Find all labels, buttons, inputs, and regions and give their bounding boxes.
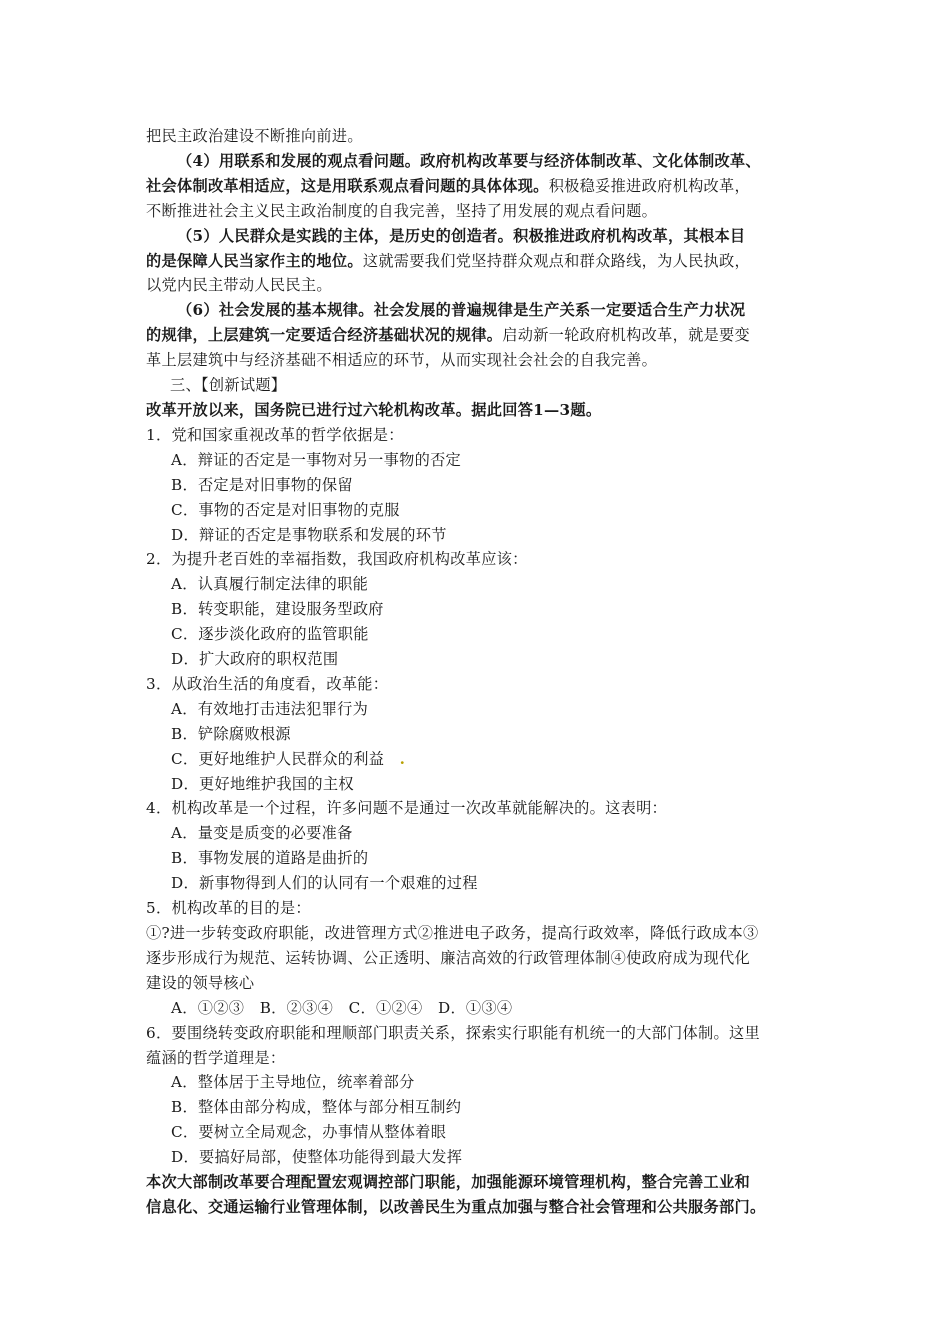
point-6-mixed-line bbox=[146, 323, 816, 348]
question-6-option-d: D．要搞好局部，使整体功能得到最大发挥 bbox=[171, 1148, 463, 1167]
question-stem-2-line-2: 信息化、交通运输行业管理体制，以改善民生为重点加强与整合社会管理和公共服务部门。 bbox=[146, 1197, 766, 1216]
section-title: 三、【创新试题】 bbox=[170, 376, 287, 395]
question-1 bbox=[146, 423, 816, 548]
question-4-option-b: B．事物发展的道路是曲折的 bbox=[171, 849, 369, 868]
point-5-bold-line-1: （5）人民群众是实践的主体，是历史的创造者。积极推进政府机构改革，其根本目 bbox=[177, 226, 746, 245]
question-3-option-d: D．更好地维护我国的主权 bbox=[171, 774, 354, 793]
question-1-option-a: A．辩证的否定是一事物对另一事物的否定 bbox=[171, 450, 462, 469]
intro-line: 把民主政治建设不断推向前进。 bbox=[146, 127, 363, 145]
question-5-body-line-3: 建设的领导核心 bbox=[146, 973, 255, 992]
point-4-bold-line-1: （4）用联系和发展的观点看问题。政府机构改革要与经济体制改革、文化体制改革、 bbox=[177, 151, 761, 170]
question-4-option-a: A．量变是质变的必要准备 bbox=[171, 824, 353, 843]
question-6-text-line-1: 6．要围绕转变政府职能和理顺部门职责关系，探索实行职能有机统一的大部门体制。这里 bbox=[146, 1023, 760, 1042]
question-4-option-d: D．新事物得到人们的认同有一个艰难的过程 bbox=[171, 874, 478, 893]
question-6 bbox=[146, 1021, 816, 1170]
question-4-text: 4．机构改革是一个过程，许多问题不是通过一次改革就能解决的。这表明： bbox=[146, 799, 668, 818]
point-4-normal-tail: 积极稳妥推进政府机构改革， bbox=[548, 176, 751, 195]
point-6-normal-line: 革上层建筑中与经济基础不相适应的环节，从而实现社会社会的自我完善。 bbox=[146, 351, 658, 370]
question-4 bbox=[146, 796, 816, 896]
question-2-option-a: A．认真履行制定法律的职能 bbox=[171, 575, 369, 594]
question-3-option-c: C．更好地维护人民群众的利益 bbox=[171, 749, 385, 768]
point-5-normal-tail: 这就需要我们党坚持群众观点和群众路线，为人民执政， bbox=[362, 251, 751, 270]
question-2-text: 2．为提升老百姓的幸福指数，我国政府机构改革应该： bbox=[146, 550, 528, 569]
point-6 bbox=[146, 298, 816, 373]
point-6-bold-line-1: （6）社会发展的基本规律。社会发展的普遍规律是生产关系一定要适合生产力状况 bbox=[177, 301, 746, 320]
question-5-text: 5．机构改革的目的是： bbox=[146, 899, 311, 918]
document-body bbox=[146, 124, 816, 1220]
question-1-text: 1．党和国家重视改革的哲学依据是： bbox=[146, 425, 404, 444]
question-5 bbox=[146, 896, 816, 1021]
question-2 bbox=[146, 547, 816, 672]
question-2-option-d: D．扩大政府的职权范围 bbox=[171, 650, 339, 669]
question-1-option-b: B．否定是对旧事物的保留 bbox=[171, 475, 353, 494]
point-5-normal-line: 以党内民主带动人民民主。 bbox=[146, 276, 332, 295]
point-4-mixed-line bbox=[146, 174, 816, 199]
question-6-text-line-2: 蕴涵的哲学道理是： bbox=[146, 1048, 286, 1067]
point-5-mixed-line bbox=[146, 249, 816, 274]
question-5-body-line-1: ①?进一步转变政府职能，改进管理方式②推进电子政务，提高行政效率，降低行政成本③ bbox=[146, 924, 759, 942]
point-6-bold-line-2: 的规律，上层建筑一定要适合经济基础状况的规律。 bbox=[146, 326, 503, 345]
point-4 bbox=[146, 149, 816, 224]
question-2-option-b: B．转变职能，建设服务型政府 bbox=[171, 600, 384, 619]
question-3-option-c-line bbox=[146, 747, 816, 772]
question-1-option-d: D．辩证的否定是事物联系和发展的环节 bbox=[171, 525, 447, 544]
point-4-bold-line-2: 社会体制改革相适应，这是用联系观点看问题的具体体现。 bbox=[146, 176, 549, 195]
point-5 bbox=[146, 224, 816, 299]
question-2-option-c: C．逐步淡化政府的监管职能 bbox=[171, 625, 369, 644]
question-6-option-b: B．整体由部分构成，整体与部分相互制约 bbox=[171, 1098, 462, 1117]
question-stem-2-line-1: 本次大部制改革要合理配置宏观调控部门职能，加强能源环境管理机构，整合完善工业和 bbox=[146, 1173, 751, 1192]
point-6-normal-tail: 启动新一轮政府机构改革，就是要变 bbox=[502, 326, 751, 345]
question-6-option-a: A．整体居于主导地位，统率着部分 bbox=[171, 1073, 415, 1092]
question-1-option-c: C．事物的否定是对旧事物的克服 bbox=[171, 500, 400, 519]
question-3-text: 3．从政治生活的角度看，改革能： bbox=[146, 674, 389, 693]
question-3 bbox=[146, 672, 816, 797]
point-4-normal-line: 不断推进社会主义民主政治制度的自我完善，坚持了用发展的观点看问题。 bbox=[146, 201, 658, 220]
question-3-option-b: B．铲除腐败根源 bbox=[171, 724, 291, 743]
question-5-options: A．①②③ B．②③④ C．①②④ D．①③④ bbox=[171, 998, 513, 1017]
point-5-bold-line-2: 的是保障人民当家作主的地位。 bbox=[146, 251, 363, 270]
question-5-body-line-2: 逐步形成行为规范、运转协调、公正透明、廉洁高效的行政管理体制④使政府成为现代化 bbox=[146, 948, 751, 967]
question-3-option-a: A．有效地打击违法犯罪行为 bbox=[171, 699, 369, 718]
stray-mark: . bbox=[399, 749, 406, 768]
question-6-option-c: C．要树立全局观念，办事情从整体着眼 bbox=[171, 1123, 447, 1142]
question-stem-1: 改革开放以来，国务院已进行过六轮机构改革。据此回答1—3题。 bbox=[146, 400, 602, 419]
